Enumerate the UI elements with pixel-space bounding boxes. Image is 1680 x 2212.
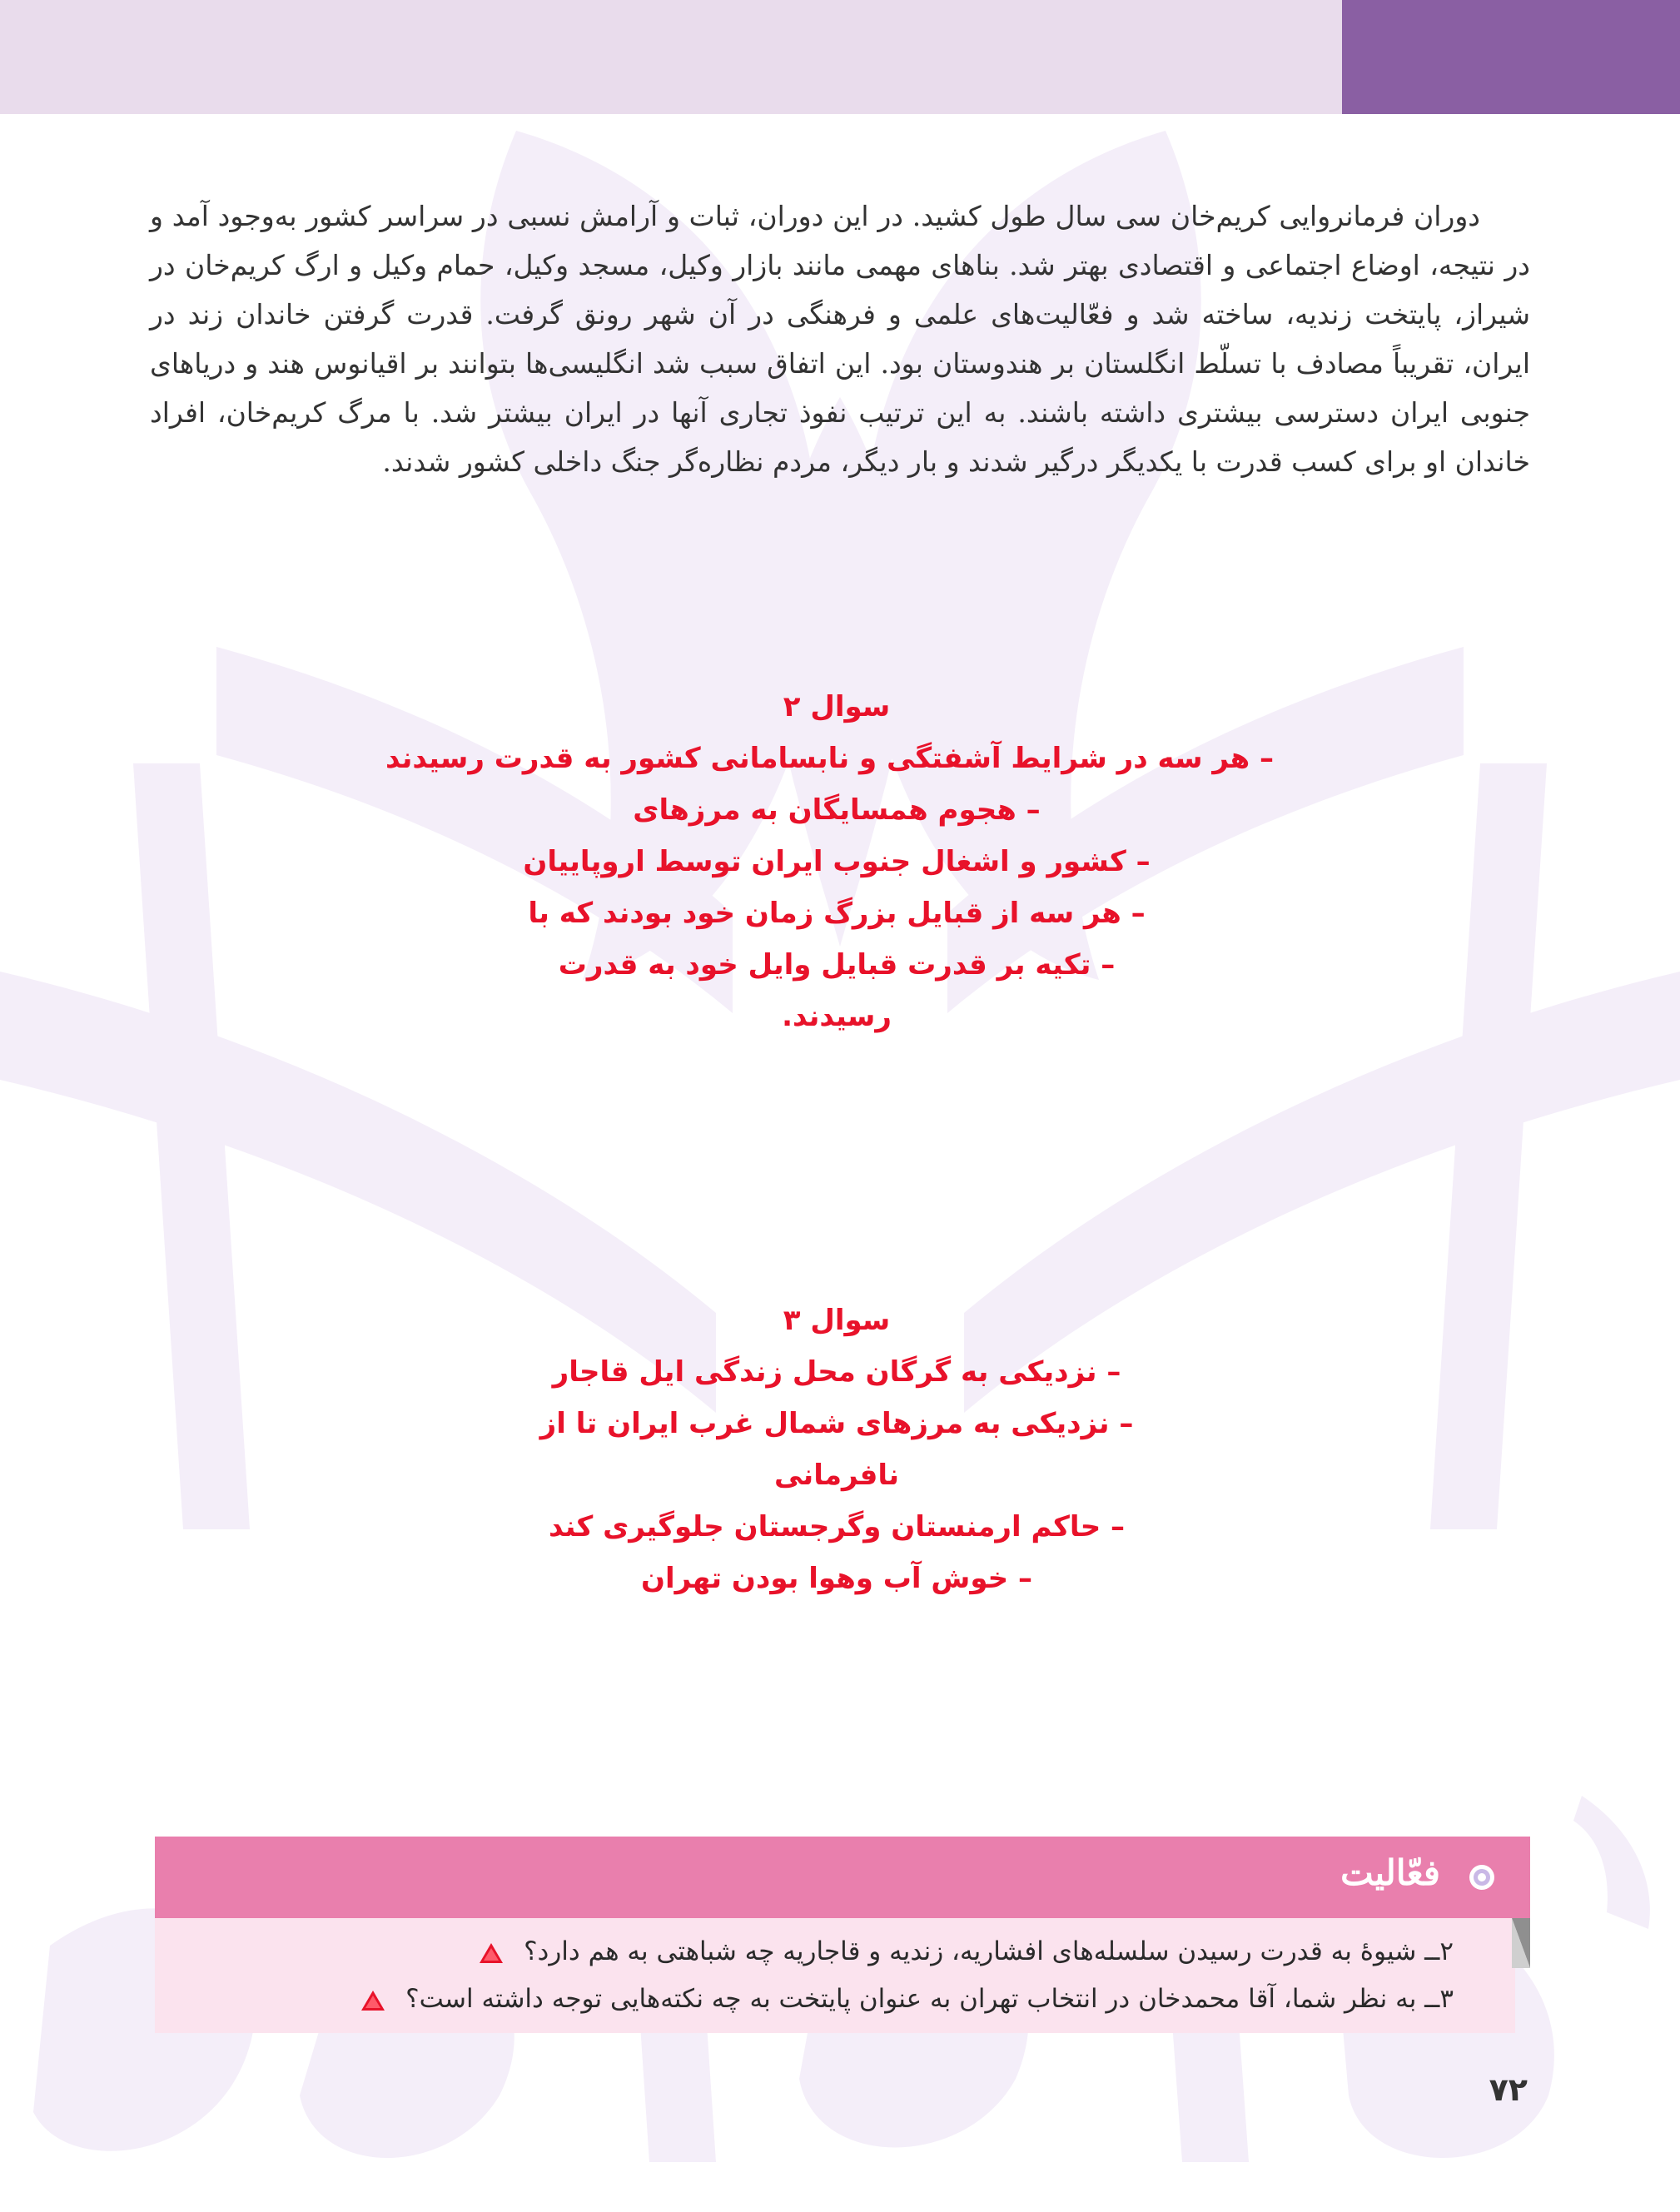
header-band (0, 0, 1342, 114)
activity-header (155, 1837, 1530, 1918)
activity-box (155, 1837, 1530, 2033)
answer-block-q2 (385, 681, 1274, 1042)
activity-item-text: ۲ــ شیوهٔ به قدرت رسیدن سلسله‌های افشاریه، زندیه و قاجاریه چه شباهتی به هم دارد؟ (524, 1936, 1454, 1966)
activity-item-text: ۳ــ به نظر شما، آقا محمدخان در انتخاب تهران به عنوان پایتخت به چه نکته‌هایی توجه داشته است؟ (405, 1984, 1454, 2014)
answer-line: – خوش آب وهوا بودن تهران (640, 1562, 1032, 1595)
answer-line: – تکیه بر قدرت قبایل وایل خود به قدرت (558, 948, 1116, 982)
answer-line: – نزدیکی به گرگان محل زندگی ایل قاجار (552, 1355, 1121, 1389)
answer-block-q3 (400, 1295, 1274, 1604)
main-paragraph (150, 191, 1530, 486)
answer-line: – حاکم ارمنستان وگرجستان جلوگیری کند (548, 1510, 1126, 1543)
answer-line: – نزدیکی به مرزهای شمال غرب ایران تا از (539, 1407, 1134, 1440)
answer-line: – هجوم همسایگان به مرزهای (633, 793, 1041, 827)
activity-item (479, 1931, 1454, 1972)
answer-title: سوال ۲ (783, 690, 891, 723)
page-number: ۷۲ (1489, 2071, 1528, 2108)
red-triangle-icon (479, 1942, 504, 1964)
answer-line: رسیدند. (782, 1000, 892, 1033)
activity-item (360, 1978, 1454, 2020)
activity-title: فعّالیت (1340, 1852, 1440, 1893)
red-triangle-icon (360, 1990, 385, 2011)
answer-line: – کشور و اشغال جنوب ایران توسط اروپاییان (523, 845, 1151, 878)
corner-fold (1512, 1918, 1530, 1968)
header-accent (1342, 0, 1680, 114)
answer-line: نافرمانی (774, 1459, 899, 1492)
answer-line: – هر سه در شرایط آشفتگی و نابسامانی کشور به قدرت رسیدند (385, 742, 1274, 775)
ring-bullet-icon (1467, 1862, 1497, 1892)
answer-title: سوال ۳ (783, 1304, 891, 1337)
answer-line: – هر سه از قبایل بزرگ زمان خود بودند که با (528, 897, 1146, 930)
paragraph-text: دوران فرمانروایی کریم‌خان سی سال طول کشید. در این دوران، ثبات و آرامش نسبی در سراسر کشور به‌وجود آمد و در نتیجه، اوضاع اجتماعی و اقتصادی بهتر شد. بناهای مهمی مانند بازار وکیل، مسجد وکیل، حمام وکیل و ارگ کریم‌خان در شیراز، پایتخت زندیه، ساخته شد و فعّالیت‌های علمی و فرهنگی در آن شهر رونق گرفت. قدرت گرفتن خاندان زند در ایران، تقریباً مصادف با تسلّط انگلستان بر هندوستان بود. این اتفاق سبب شد انگلیسی‌ها بتوانند بر اقیانوس هند و دریاهای جنوبی ایران دسترسی بیشتری داشته باشند. به این ترتیب نفوذ تجاری آنها در ایران بیشتر شد. با مرگ کریم‌خان، افراد خاندان او برای کسب قدرت با یکدیگر درگیر شدند و بار دیگر، مردم نظاره‌گر جنگ داخلی کشور شدند. (150, 200, 1530, 478)
